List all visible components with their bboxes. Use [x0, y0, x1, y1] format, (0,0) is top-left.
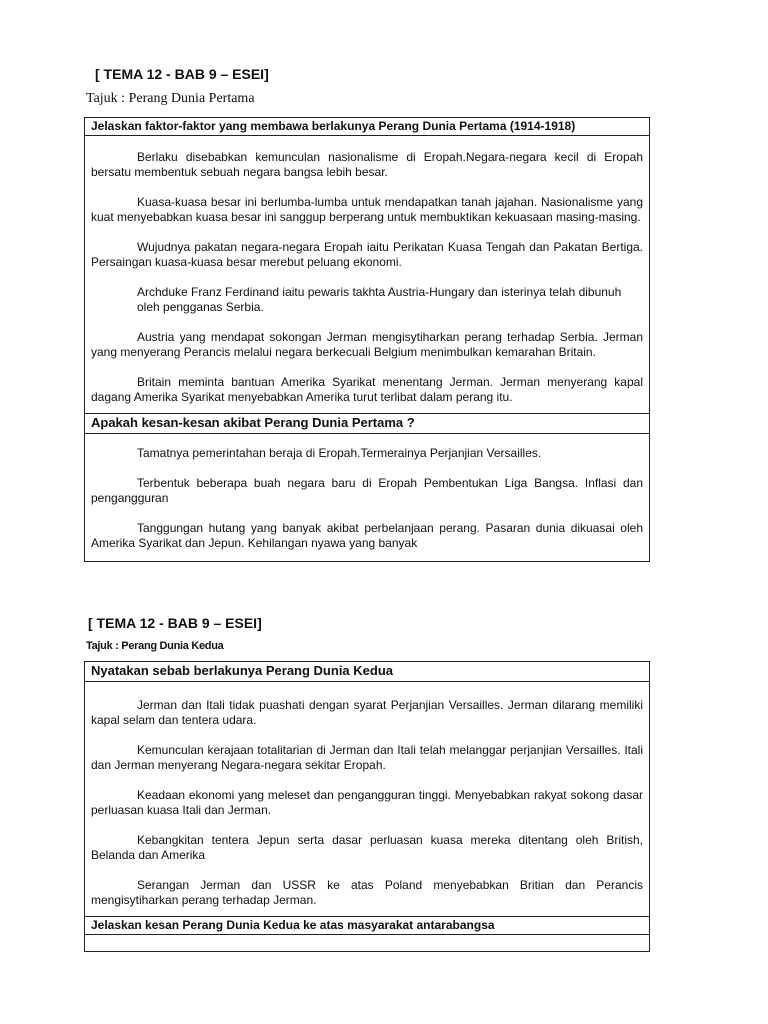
paragraph: Kemunculan kerajaan totalitarian di Jerman dan Itali telah melanggar perjanjian Versailles. Itali dan Jerman menyerang Negara-negara sekitar Eropah.: [91, 743, 643, 772]
essay-table-1: [84, 117, 650, 562]
answer-effects-ww1: [85, 434, 649, 561]
question-factors-ww1: Jelaskan faktor-faktor yang membawa berlakunya Perang Dunia Pertama (1914-1918): [85, 118, 649, 136]
paragraph: Wujudnya pakatan negara-negara Eropah iaitu Perikatan Kuasa Tengah dan Pakatan Bertiga. Persaingan kuasa-kuasa besar merebut peluang ekonomi.: [91, 240, 643, 269]
answer-effects-ww2-empty: [85, 935, 649, 951]
paragraph: Kebangkitan tentera Jepun serta dasar perluasan kuasa mereka ditentang oleh British, Belanda dan Amerika: [91, 833, 643, 862]
tajuk-perang-dunia-pertama: Tajuk : Perang Dunia Pertama: [86, 91, 255, 106]
question-effects-ww1: Apakah kesan-kesan akibat Perang Dunia Pertama ?: [85, 413, 649, 434]
paragraph: Tanggungan hutang yang banyak akibat perbelanjaan perang. Pasaran dunia dikuasai oleh Amerika Syarikat dan Jepun. Kehilangan nyawa yang banyak: [91, 521, 643, 550]
question-causes-ww2: Nyatakan sebab berlakunya Perang Dunia Kedua: [85, 662, 649, 682]
essay-table-2: [84, 661, 650, 952]
tajuk-perang-dunia-kedua: Tajuk : Perang Dunia Kedua: [86, 640, 224, 652]
paragraph: Austria yang mendapat sokongan Jerman mengisytiharkan perang terhadap Serbia. Jerman yang menyerang Perancis melalui negara berkecuali Belgium menimbulkan kemarahan Britain.: [91, 330, 643, 359]
section-heading-2: [ TEMA 12 - BAB 9 – ESEI]: [88, 615, 262, 631]
paragraph: Keadaan ekonomi yang meleset dan pengangguran tinggi. Menyebabkan rakyat sokong dasar perluasan kuasa Itali dan Jerman.: [91, 788, 643, 817]
paragraph: Archduke Franz Ferdinand iaitu pewaris takhta Austria-Hungary dan isterinya telah dibunuh oleh pengganas Serbia.: [137, 285, 622, 314]
paragraph: Serangan Jerman dan USSR ke atas Poland menyebabkan Britian dan Perancis mengisytiharkan perang terhadap Jerman.: [91, 878, 643, 907]
answer-causes-ww2: [85, 682, 649, 916]
paragraph: Tamatnya pemerintahan beraja di Eropah.Termerainya Perjanjian Versailles.: [137, 446, 542, 460]
paragraph: Berlaku disebabkan kemunculan nasionalisme di Eropah.Negara-negara kecil di Eropah bersatu membentuk sebuah negara bangsa lebih besar.: [91, 150, 643, 179]
paragraph: Jerman dan Itali tidak puashati dengan syarat Perjanjian Versailles. Jerman dilarang memiliki kapal selam dan tentera udara.: [91, 698, 643, 727]
question-effects-ww2: Jelaskan kesan Perang Dunia Kedua ke atas masyarakat antarabangsa: [85, 916, 649, 935]
paragraph: Kuasa-kuasa besar ini berlumba-lumba untuk mendapatkan tanah jajahan. Nasionalisme yang kuat menyebabkan kuasa besar ini sanggup berperang untuk membuktikan kekuasaan masing-masing.: [91, 195, 643, 224]
answer-factors-ww1: [85, 136, 649, 413]
paragraph: Britain meminta bantuan Amerika Syarikat menentang Jerman. Jerman menyerang kapal dagang Amerika Syarikat menyebabkan Amerika turut terlibat dalam perang itu.: [91, 375, 643, 404]
section-heading-1: [ TEMA 12 - BAB 9 – ESEI]: [95, 66, 269, 82]
paragraph: Terbentuk beberapa buah negara baru di Eropah Pembentukan Liga Bangsa. Inflasi dan pengangguran: [91, 476, 643, 505]
